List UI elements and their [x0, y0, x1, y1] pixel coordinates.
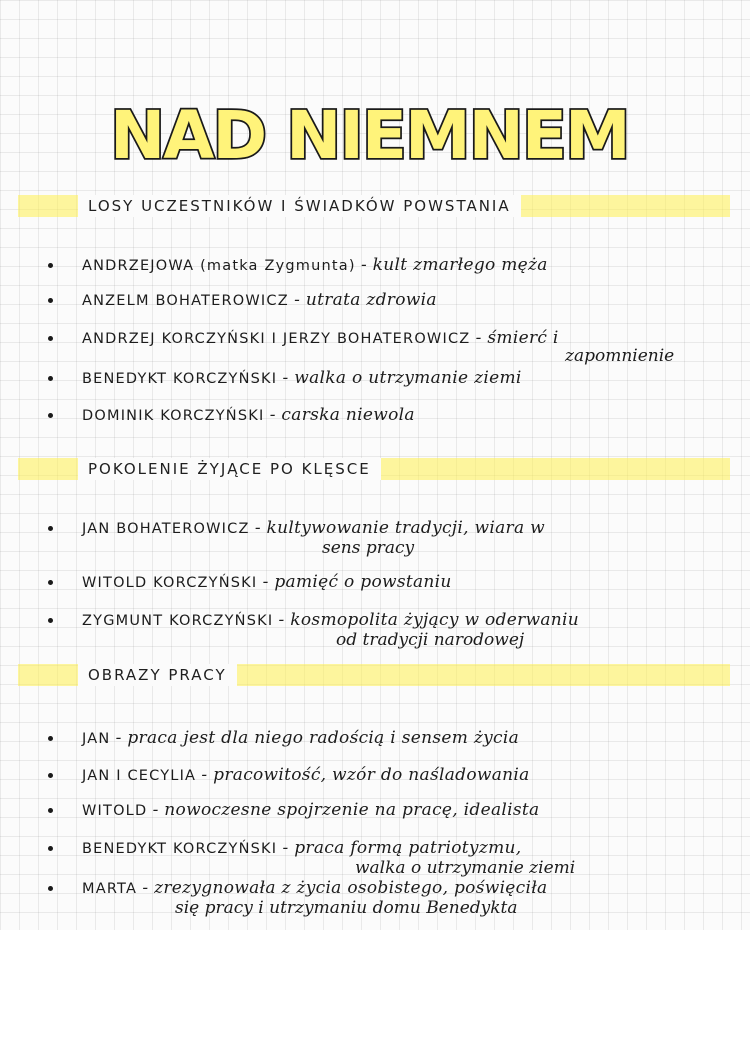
item-desc: - pamięć o powstaniu: [262, 572, 452, 592]
item-name: BENEDYKT KORCZYŃSKI: [82, 371, 278, 387]
item-desc: - walka o utrzymanie ziemi: [282, 368, 522, 388]
section-heading-losy: LOSY UCZESTNIKÓW I ŚWIADKÓW POWSTANIA: [78, 195, 521, 217]
item-name: JAN: [82, 731, 111, 747]
bullet-icon: [48, 846, 53, 851]
item-name: JAN BOHATEROWICZ: [82, 521, 250, 537]
item-desc: - praca formą patriotyzmu,: [282, 838, 522, 858]
item-desc-continued: sens pracy: [322, 538, 415, 558]
bullet-icon: [48, 376, 53, 381]
title-text: NAD NIEMNEM: [110, 97, 629, 174]
item-desc-continued: od tradycji narodowej: [336, 630, 525, 650]
item-name: JAN I CECYLIA: [82, 768, 197, 784]
bullet-icon: [48, 736, 53, 741]
section-heading-pokolenie: POKOLENIE ŻYJĄCE PO KLĘSCE: [78, 458, 381, 480]
item-desc: - kultywowanie tradycji, wiara w: [254, 518, 545, 538]
item-name: MARTA: [82, 881, 138, 897]
item-desc: - śmierć i: [475, 328, 559, 348]
item-desc: - carska niewola: [269, 405, 415, 425]
item-name: ANZELM BOHATEROWICZ: [82, 293, 289, 309]
bullet-icon: [48, 298, 53, 303]
item-name: ZYGMUNT KORCZYŃSKI: [82, 613, 274, 629]
item-name: BENEDYKT KORCZYŃSKI: [82, 841, 278, 857]
bullet-icon: [48, 773, 53, 778]
item-desc: - praca jest dla niego radością i sensem życia: [115, 728, 520, 748]
item-name: ANDRZEJOWA (matka Zygmunta): [82, 258, 356, 274]
page-title: [110, 90, 629, 180]
bullet-icon: [48, 413, 53, 418]
item-desc-continued: się pracy i utrzymaniu domu Benedykta: [175, 898, 518, 918]
item-desc: - kult zmarłego męża: [360, 255, 548, 275]
section-heading-obrazy: OBRAZY PRACY: [78, 664, 237, 686]
item-name: DOMINIK KORCZYŃSKI: [82, 408, 265, 424]
page-bottom-margin: [0, 930, 750, 1060]
item-desc-continued: walka o utrzymanie ziemi: [355, 858, 576, 878]
bullet-icon: [48, 336, 53, 341]
item-desc: - zrezygnowała z życia osobistego, poświęciła: [142, 878, 548, 898]
item-desc: - pracowitość, wzór do naśladowania: [201, 765, 530, 785]
bullet-icon: [48, 886, 53, 891]
item-desc: - kosmopolita żyjący w oderwaniu: [278, 610, 580, 630]
item-name: WITOLD: [82, 803, 148, 819]
bullet-icon: [48, 618, 53, 623]
bullet-icon: [48, 808, 53, 813]
item-name: ANDRZEJ KORCZYŃSKI I JERZY BOHATEROWICZ: [82, 331, 471, 347]
bullet-icon: [48, 263, 53, 268]
item-desc-continued: zapomnienie: [565, 346, 675, 366]
bullet-icon: [48, 526, 53, 531]
item-desc: - nowoczesne spojrzenie na pracę, idealista: [152, 800, 540, 820]
bullet-icon: [48, 580, 53, 585]
item-desc: - utrata zdrowia: [294, 290, 437, 310]
item-name: WITOLD KORCZYŃSKI: [82, 575, 258, 591]
